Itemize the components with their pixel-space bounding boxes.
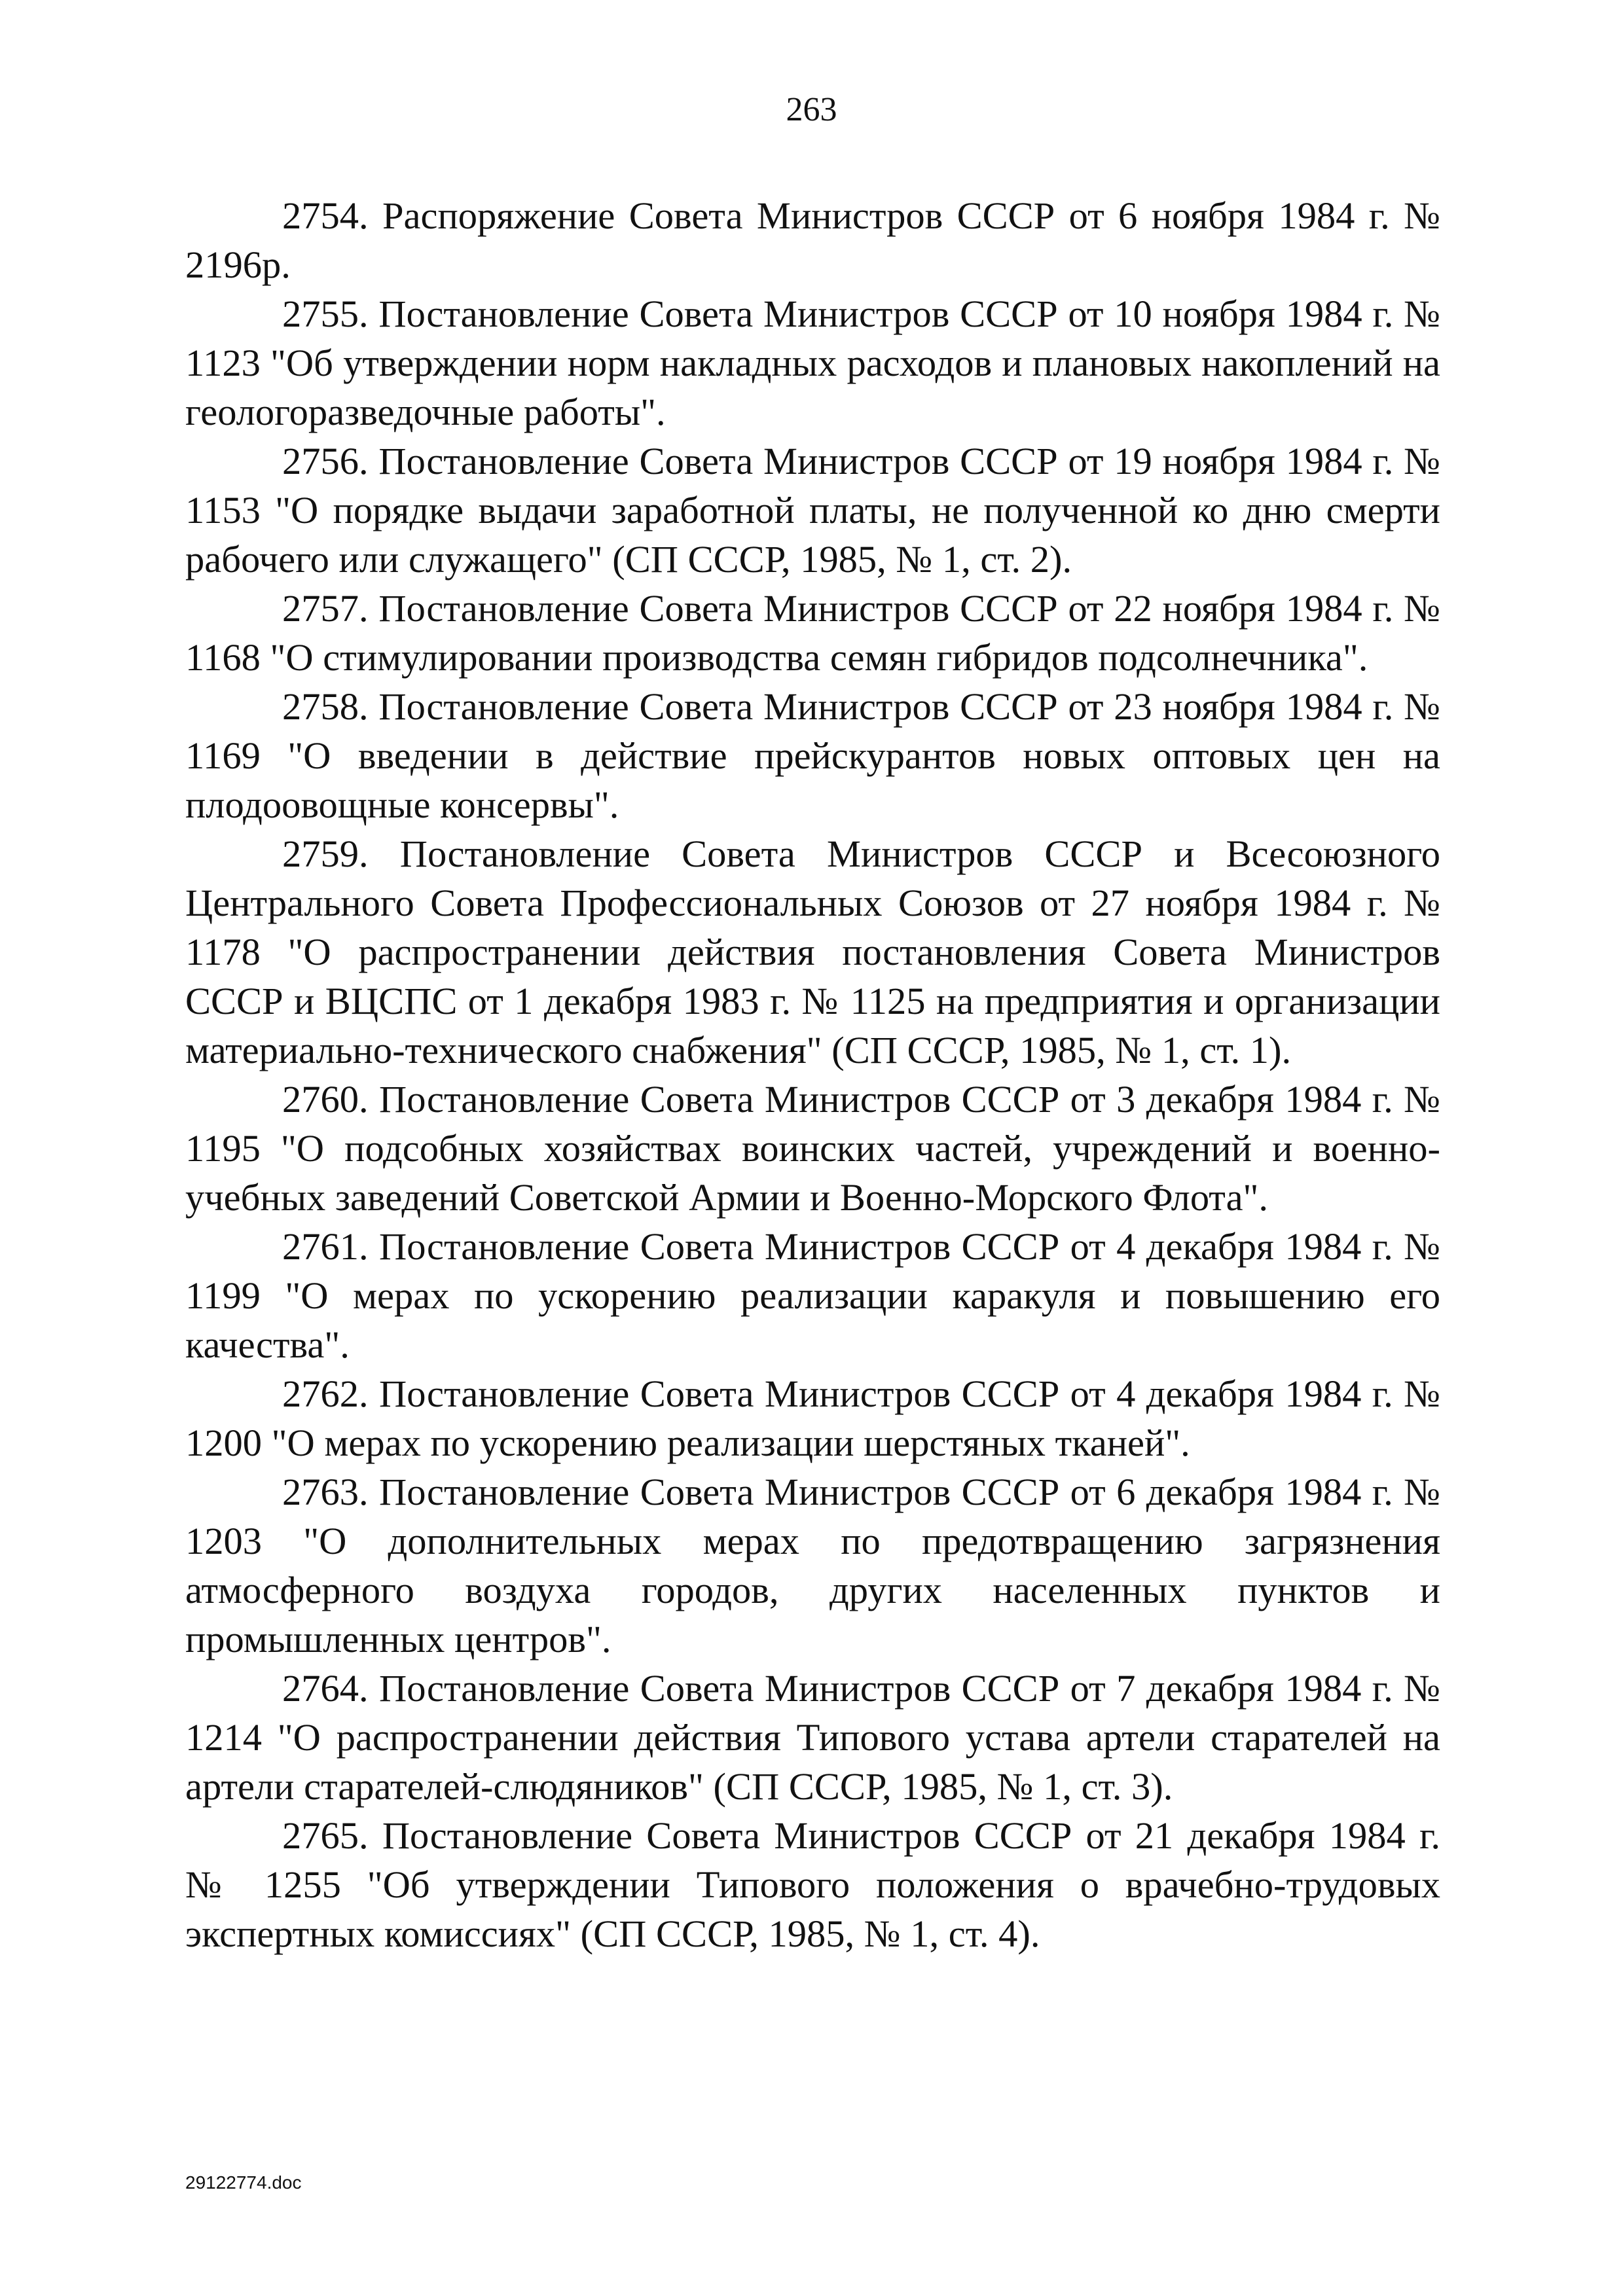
list-item: 2757. Постановление Совета Министров СССР от 22 ноября 1984 г. № 1168 "О стимулировании производства семян гибридов подсолнечника". [185,587,1440,679]
list-item: 2765. Постановление Совета Министров СССР от 21 декабря 1984 г. № 1255 "Об утверждении Типового положения о врачебно-трудовых экспертных комиссиях" (СП СССР, 1985, № 1, ст. 4). [185,1814,1440,1955]
document-body [185,191,1440,1958]
list-item: 2762. Постановление Совета Министров СССР от 4 декабря 1984 г. № 1200 "О мерах по ускорению реализации шерстяных тканей". [185,1372,1440,1464]
list-item: 2754. Распоряжение Совета Министров СССР от 6 ноября 1984 г. № 2196р. [185,194,1440,286]
document-file-reference: 29122774.doc [185,2172,302,2193]
list-item: 2759. Постановление Совета Министров СССР и Всесоюзного Центрального Совета Профессиональных Союзов от 27 ноября 1984 г. № 1178 "О распространении действия постановления Совета Министров СССР и ВЦСПС от 1 декабря 1983 г. № 1125 на предприятия и организации материально-технического снабжения" (СП СССР, 1985, № 1, ст. 1). [185,833,1440,1071]
list-item: 2758. Постановление Совета Министров СССР от 23 ноября 1984 г. № 1169 "О введении в действие прейскурантов новых оптовых цен на плодоовощные консервы". [185,685,1440,826]
list-item: 2755. Постановление Совета Министров СССР от 10 ноября 1984 г. № 1123 "Об утверждении норм накладных расходов и плановых накоплений на геологоразведочные работы". [185,293,1440,433]
page-number: 263 [786,91,837,128]
list-item: 2761. Постановление Совета Министров СССР от 4 декабря 1984 г. № 1199 "О мерах по ускорению реализации каракуля и повышению его качества". [185,1225,1440,1366]
list-item: 2763. Постановление Совета Министров СССР от 6 декабря 1984 г. № 1203 "О дополнительных мерах по предотвращению загрязнения атмосферного воздуха городов, других населенных пунктов и промышленных центров". [185,1471,1440,1660]
list-item: 2764. Постановление Совета Министров СССР от 7 декабря 1984 г. № 1214 "О распространении действия Типового устава артели старателей на артели старателей-слюдяников" (СП СССР, 1985, № 1, ст. 3). [185,1667,1440,1808]
list-item: 2760. Постановление Совета Министров СССР от 3 декабря 1984 г. № 1195 "О подсобных хозяйствах воинских частей, учреждений и военно-учебных заведений Советской Армии и Военно-Морского Флота". [185,1078,1440,1219]
list-item: 2756. Постановление Совета Министров СССР от 19 ноября 1984 г. № 1153 "О порядке выдачи заработной платы, не полученной ко дню смерти рабочего или служащего" (СП СССР, 1985, № 1, ст. 2). [185,440,1440,581]
